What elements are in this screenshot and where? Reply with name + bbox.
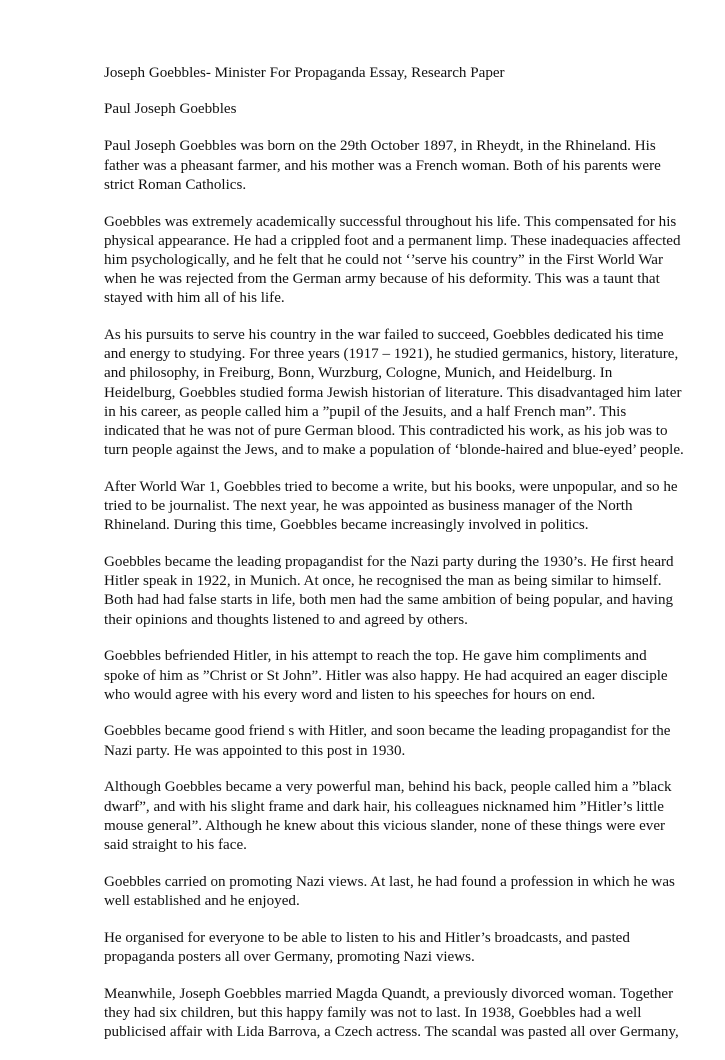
paragraph: Goebbles was extremely academically successful throughout his life. This compensated for his physical appearance. He had a crippled foot and a permanent limp. These inadequacies affected him psychologically, and he felt that he could not ‘’serve his country” in the First World War when he was rejected from the German army because of his deformity. This was a taunt that stayed with him all of his life.: [104, 213, 681, 307]
paragraph: Goebbles became the leading propagandist for the Nazi party during the 1930’s. He first heard Hitler speak in 1922, in Munich. At once, he recognised the man as being similar to himself. Both had had false starts in life, both men had the same ambition of being popular, and having their opinions and thoughts listened to and agreed by others.: [104, 554, 674, 628]
document-page: [104, 64, 684, 1060]
paragraph: After World War 1, Goebbles tried to become a write, but his books, were unpopular, and so he tried to be journalist. The next year, he was appointed as business manager of the North Rhineland. During this time, Goebbles became increasingly involved in politics.: [104, 478, 678, 534]
paragraph: Although Goebbles became a very powerful man, behind his back, people called him a ”black dwarf”, and with his slight frame and dark hair, his colleagues nicknamed him ”Hitler’s little mouse general”. Although he knew about this vicious slander, none of these things were ever said straight to his face.: [104, 779, 672, 853]
paragraph: He organised for everyone to be able to listen to his and Hitler’s broadcasts, and pasted propaganda posters all over Germany, promoting Nazi views.: [104, 929, 630, 965]
document-subtitle: Paul Joseph Goebbles: [104, 101, 237, 118]
paragraph: Goebbles carried on promoting Nazi views. At last, he had found a profession in which he was well established and he enjoyed.: [104, 873, 675, 909]
paragraph: Goebbles befriended Hitler, in his attempt to reach the top. He gave him compliments and spoke of him as ”Christ or St John”. Hitler was also happy. He had acquired an eager disciple who would agree with his every word and listen to his speeches for hours on end.: [104, 648, 668, 703]
paragraph: As his pursuits to serve his country in the war failed to succeed, Goebbles dedicated his time and energy to studying. For three years (1917 – 1921), he studied germanics, history, literature, and philosophy, in Freiburg, Bonn, Wurzburg, Cologne, Munich, and Heidelburg. In Heidelburg, Goebbles studied forma Jewish historian of literature. This disadvantaged him later in his career, as people called him a ”pupil of the Jesuits, and a half French man”. This indicated that he was not of pure German blood. This contradicted his work, as his job was to turn people against the Jews, and to make a population of ‘blonde-haired and blue-eyed’ people.: [104, 327, 684, 459]
document-title: Joseph Goebbles- Minister For Propaganda Essay, Research Paper: [104, 65, 505, 81]
paragraph: Goebbles became good friend s with Hitler, and soon became the leading propagandist for the Nazi party. He was appointed to this post in 1930.: [104, 723, 671, 759]
paragraph: Meanwhile, Joseph Goebbles married Magda Quandt, a previously divorced woman. Together they had six children, but this happy family was not to last. In 1938, Goebbles had a well publicised affair with Lida Barrova, a Czech actress. The scandal was pasted all over Germany,: [104, 985, 679, 1040]
paragraph: Paul Joseph Goebbles was born on the 29th October 1897, in Rheydt, in the Rhineland. His father was a pheasant farmer, and his mother was a French woman. Both of his parents were strict Roman Catholics.: [104, 138, 661, 193]
